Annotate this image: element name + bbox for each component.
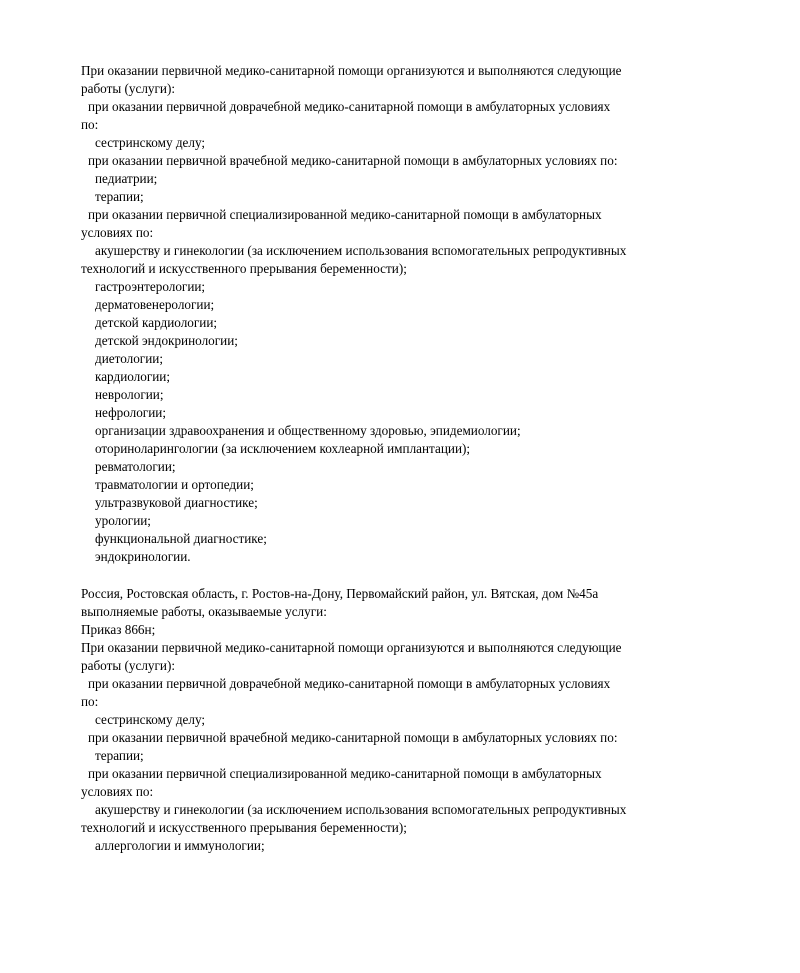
order-line: Приказ 866н; [81, 622, 156, 637]
section1-line: нефрологии; [95, 405, 166, 420]
section1-line: гастроэнтерологии; [95, 279, 206, 294]
section1-line: условиях по: [81, 225, 154, 240]
section1-line: неврологии; [95, 387, 164, 402]
section1-line: при оказании первичной врачебной медико-санитарной помощи в амбулаторных условиях по: [88, 153, 618, 168]
section1-line: работы (услуги): [81, 81, 176, 96]
section1-line: при оказании первичной специализированной медико-санитарной помощи в амбулаторных [88, 207, 602, 222]
section1-line: дерматовенерологии; [95, 297, 215, 312]
section1-line: ревматологии; [95, 459, 176, 474]
section1-line: сестринскому делу; [95, 135, 206, 150]
section1-line: детской эндокринологии; [95, 333, 238, 348]
section2-line: сестринскому делу; [95, 712, 206, 727]
section1-line: При оказании первичной медико-санитарной помощи организуются и выполняются следующие [81, 63, 622, 78]
section2-line: технологий и искусственного прерывания беременности); [81, 820, 407, 835]
section2-line: при оказании первичной врачебной медико-санитарной помощи в амбулаторных условиях по: [88, 730, 618, 745]
section1-line: урологии; [95, 513, 151, 528]
section1-line: по: [81, 117, 99, 132]
section2-line: работы (услуги): [81, 658, 176, 673]
section1-line: травматологии и ортопедии; [95, 477, 254, 492]
section2-line: терапии; [95, 748, 144, 763]
section2-line: акушерству и гинекологии (за исключением использования вспомогательных репродуктивных [95, 802, 627, 817]
section2-line: аллергологии и иммунологии; [95, 838, 265, 853]
section1-line: акушерству и гинекологии (за исключением использования вспомогательных репродуктивных [95, 243, 627, 258]
section1-line: педиатрии; [95, 171, 158, 186]
section1-line: оториноларингологии (за исключением кохлеарной имплантации); [95, 441, 471, 456]
section2-line: при оказании первичной доврачебной медико-санитарной помощи в амбулаторных условиях [88, 676, 611, 691]
section1-line: кардиологии; [95, 369, 171, 384]
section1-line: детской кардиологии; [95, 315, 218, 330]
address-line: Россия, Ростовская область, г. Ростов-на-Дону, Первомайский район, ул. Вятская, дом №45а [81, 586, 599, 601]
section1-line: при оказании первичной доврачебной медико-санитарной помощи в амбулаторных условиях [88, 99, 611, 114]
section2-line: условиях по: [81, 784, 154, 799]
section2-line: при оказании первичной специализированной медико-санитарной помощи в амбулаторных [88, 766, 602, 781]
section2-line: выполняемые работы, оказываемые услуги: [81, 604, 327, 619]
section1-line: организации здравоохранения и общественному здоровью, эпидемиологии; [95, 423, 521, 438]
section1-line: функциональной диагностике; [95, 531, 267, 546]
section1-line: ультразвуковой диагностике; [95, 495, 258, 510]
section1-line: диетологии; [95, 351, 163, 366]
section1-line: терапии; [95, 189, 144, 204]
section1-line: технологий и искусственного прерывания беременности); [81, 261, 407, 276]
section2-line: При оказании первичной медико-санитарной помощи организуются и выполняются следующие [81, 640, 622, 655]
section1-line: эндокринологии. [95, 549, 191, 564]
section2-line: по: [81, 694, 99, 709]
